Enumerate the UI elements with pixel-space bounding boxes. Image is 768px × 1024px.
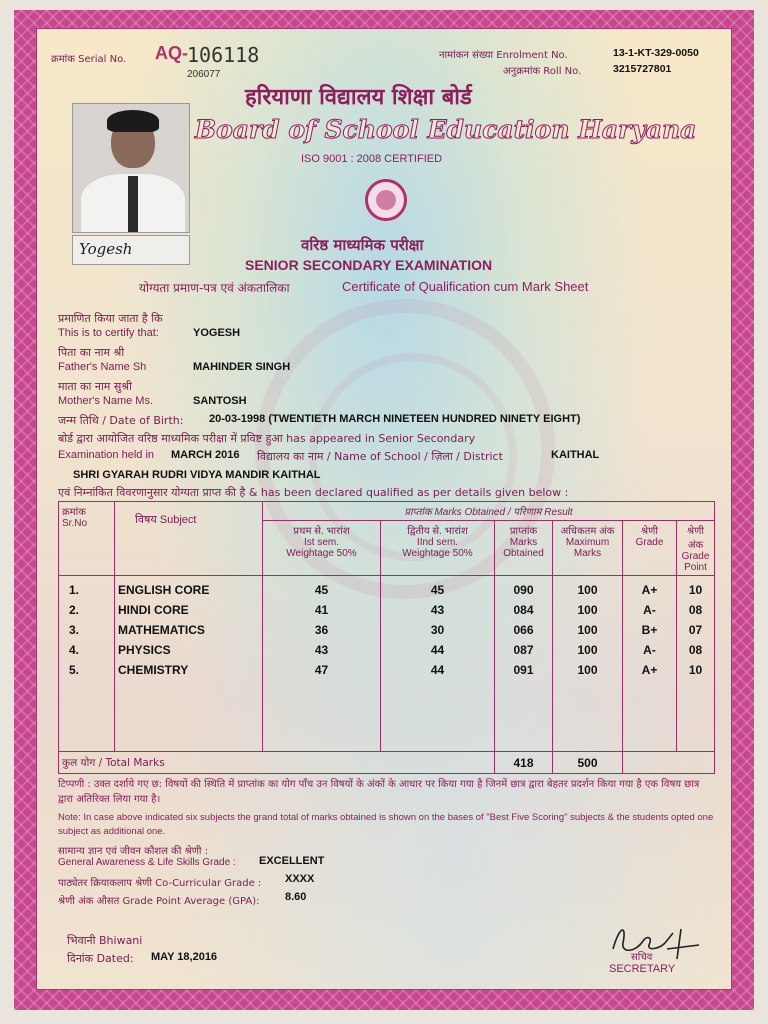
max-header: अधिकतम अंक Maximum Marks [553,521,623,576]
declared-text: एवं निम्नांकित विवरणानुसार योग्यता प्राप्त की है & has been declared qualified as per details given below : [58,486,569,499]
row-5-subject: CHEMISTRY [118,663,189,677]
sem2-column [381,576,495,752]
father-label: Father's Name Sh [58,361,147,373]
dated-label: दिनांक Dated: [67,952,134,965]
certify-label: This is to certify that: [58,327,159,339]
row-1-subject: ENGLISH CORE [118,583,210,597]
row-3-obtained: 066 [513,623,534,637]
row-1-gp: 10 [688,583,703,597]
grade-header: श्रेणी Grade [623,521,677,576]
subject-column [115,576,263,752]
serial-prefix: AQ- [155,43,188,63]
row-3-sem2: 30 [430,623,445,637]
marks-table [58,501,715,774]
note-english: Note: In case above indicated six subjects the grand total of marks obtained is shown on the bases of "Best Five Scoring" subjects & the students opted one subject as additional one. [58,812,714,837]
max-column [553,576,623,752]
district: KAITHAL [551,449,600,461]
appeared-text: बोर्ड द्वारा आयोजित वरिष्ठ माध्यमिक परीक्षा में प्रविष्ट हुआ has appeared in Senior Secondary [58,432,476,445]
row-4-subject: PHYSICS [118,643,171,657]
certificate-sheet [36,28,732,990]
row-4-sem2: 44 [430,643,445,657]
row-1-grade: A+ [641,583,658,597]
row-2-grade: A- [643,603,656,617]
row-3-sr: 3. [69,623,80,637]
total-blank [623,752,715,774]
mother-label: Mother's Name Ms. [58,395,154,407]
row-1-sem2: 45 [430,583,445,597]
exam-held-label: Examination held in [58,449,155,461]
board-emblem [365,179,407,221]
row-3-sem1: 36 [314,623,329,637]
certificate-border [14,10,754,1010]
total-max: 500 [553,752,623,774]
candidate-name: YOGESH [193,327,241,339]
cocurricular-grade: XXXX [285,873,315,885]
sr-column [59,576,115,752]
row-3-grade: B+ [641,623,658,637]
total-label: कुल योग / Total Marks [59,752,495,774]
father-name: MAHINDER SINGH [193,361,291,373]
row-2-obtained: 084 [513,603,534,617]
dated-value: MAY 18,2016 [151,951,218,963]
dob-label: जन्म तिथि / Date of Birth: [58,414,184,427]
row-2-sem2: 43 [430,603,445,617]
gp-header: श्रेणी अंक Grade Point [677,521,715,576]
certificate-title-english: Certificate of Qualification cum Mark Sheet [342,279,589,294]
secretary-label: SECRETARY [609,963,676,975]
row-2-gp: 08 [688,603,703,617]
row-1-sem1: 45 [314,583,329,597]
row-5-gp: 10 [688,663,703,677]
awareness-grade: EXCELLENT [259,855,325,867]
marks-obtained-header: प्राप्तांक Marks Obtained / परिणाम Result [263,502,715,521]
certify-hindi: प्रमाणित किया जाता है कि [58,312,163,325]
row-5-grade: A+ [641,663,658,677]
grade-column [623,576,677,752]
row-3-subject: MATHEMATICS [118,623,205,637]
board-title-english: Board of School Education Haryana [195,115,697,144]
row-5-obtained: 091 [513,663,534,677]
candidate-photo [72,103,190,233]
enrolment-no: 13-1-KT-329-0050 [613,47,699,59]
row-5-sr: 5. [69,663,80,677]
row-1-max: 100 [577,583,598,597]
father-hindi: पिता का नाम श्री [58,346,125,359]
serial-label: क्रमांक Serial No. [51,54,127,65]
row-3-gp: 07 [688,623,703,637]
gp-column [677,576,715,752]
roll-no: 3215727801 [613,63,672,75]
board-title-hindi: हरियाणा विद्यालय शिक्षा बोर्ड [245,85,472,110]
row-2-sem1: 41 [314,603,329,617]
secretary-hindi: सचिव [631,952,653,963]
awareness-label: General Awareness & Life Skills Grade : [58,857,236,868]
awareness-hindi: सामान्य ज्ञान एवं जीवन कौशल की श्रेणी : [58,846,209,857]
row-1-sr: 1. [69,583,80,597]
row-2-max: 100 [577,603,598,617]
row-1-obtained: 090 [513,583,534,597]
exam-held: MARCH 2016 [171,449,240,461]
row-3-max: 100 [577,623,598,637]
obtained-header: प्राप्तांक Marks Obtained [495,521,553,576]
candidate-signature: Yogesh [72,235,190,265]
row-4-gp: 08 [688,643,703,657]
row-2-sr: 2. [69,603,80,617]
gpa-value: 8.60 [285,891,307,903]
row-4-max: 100 [577,643,598,657]
mother-name: SANTOSH [193,395,247,407]
serial-sub: 206077 [187,69,221,80]
date-of-birth: 20-03-1998 (TWENTIETH MARCH NINETEEN HUNDRED NINETY EIGHT) [209,413,581,425]
total-obtained: 418 [495,752,553,774]
sem1-header: प्रथम से. भारांश Ist sem. Weightage 50% [263,521,381,576]
enrolment-label: नामांकन संख्या Enrolment No. [439,50,568,61]
row-4-obtained: 087 [513,643,534,657]
row-2-subject: HINDI CORE [118,603,189,617]
secretary-signature [607,919,717,963]
row-4-sem1: 43 [314,643,329,657]
roll-label: अनुक्रमांक Roll No. [503,66,582,77]
school-label: विद्यालय का नाम / Name of School / ज़िला / District [257,450,503,463]
sem1-column [263,576,381,752]
obtained-column [495,576,553,752]
gpa-label: श्रेणी अंक औसत Grade Point Average (GPA): [58,896,260,907]
row-5-sem2: 44 [430,663,445,677]
exam-title-english: SENIOR SECONDARY EXAMINATION [245,257,493,273]
serial-number: 106118 [187,43,260,67]
mother-hindi: माता का नाम सुश्री [58,380,132,393]
iso-certified: ISO 9001 : 2008 CERTIFIED [301,153,443,165]
subject-header: विषय Subject [115,502,263,576]
sr-header: क्रमांक Sr.No [59,502,115,576]
row-5-max: 100 [577,663,598,677]
place-label: भिवानी Bhiwani [67,934,143,947]
row-5-sem1: 47 [314,663,329,677]
certificate-title-hindi: योग्यता प्रमाण-पत्र एवं अंकतालिका [139,281,290,295]
cocurricular-label: पाठ्येतर क्रियाकलाप श्रेणी Co-Curricular Grade : [58,878,262,889]
row-4-sr: 4. [69,643,80,657]
exam-title-hindi: वरिष्ठ माध्यमिक परीक्षा [301,236,424,254]
row-4-grade: A- [643,643,656,657]
sem2-header: द्वितीय से. भारांश IInd sem. Weightage 50% [381,521,495,576]
note-hindi: टिप्पणी : उक्त दर्शाये गए छ: विषयों की स्थिति में प्राप्तांक का योग पाँच उन विषयों के अंकों के आधार पर किया गया है जिनमें छात्र द्वारा बेहतर प्रदर्शन किया गया है एक विषय छात्र द्वारा अतिरिक्त लिया गया है। [58,779,700,805]
school-name: SHRI GYARAH RUDRI VIDYA MANDIR KAITHAL [73,469,321,481]
